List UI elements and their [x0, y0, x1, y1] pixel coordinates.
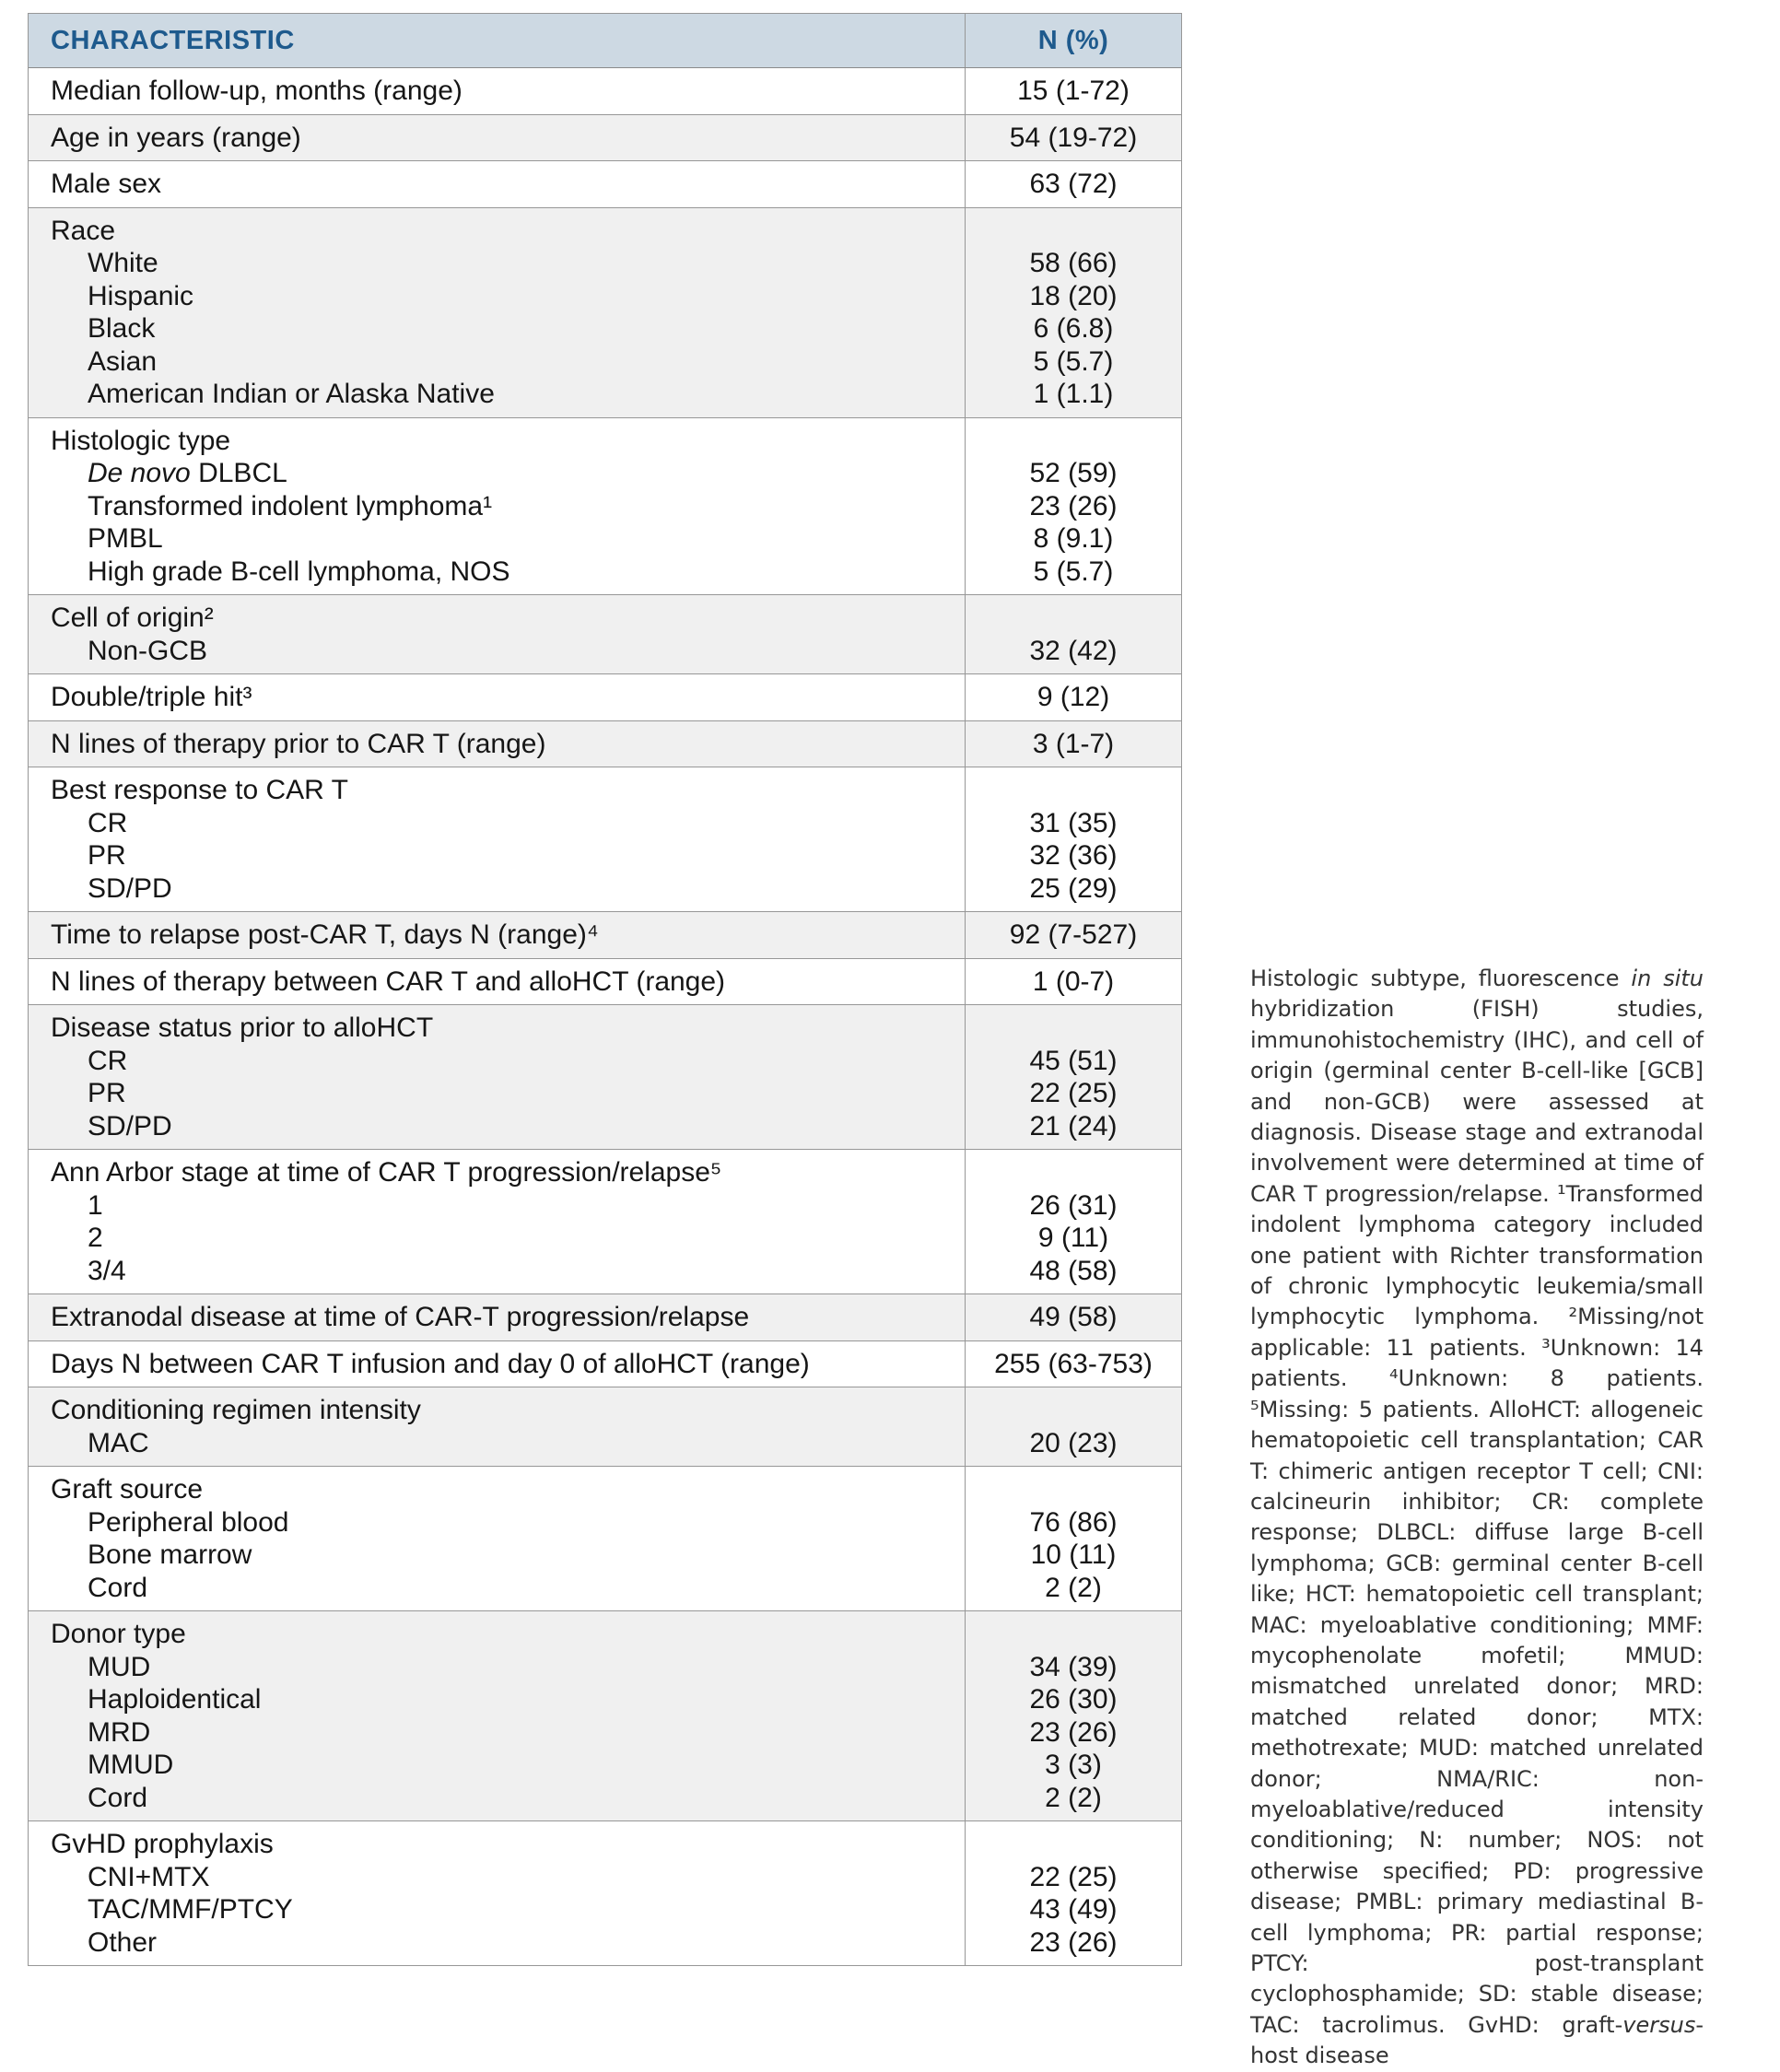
text: 1: [88, 1189, 103, 1221]
value-cell: [966, 1341, 1181, 1387]
value-n-pct: 23 (26): [1029, 1716, 1118, 1748]
table-row: [29, 674, 1181, 721]
characteristic-cell: [29, 1150, 966, 1294]
text: MAC: [88, 1427, 149, 1458]
value-n-pct: 31 (35): [1029, 807, 1118, 838]
text: Hispanic: [88, 280, 194, 311]
value-cell: [966, 767, 1181, 911]
italic-text: De novo: [88, 458, 191, 488]
value-n-pct: 52 (59): [1029, 458, 1118, 488]
characteristic-subitem-label: [51, 1683, 955, 1716]
value-cell: [966, 115, 1181, 161]
value-n-pct: 48 (58): [1029, 1255, 1118, 1286]
characteristic-subitem-label: [51, 1926, 955, 1960]
characteristic-cell: [29, 115, 966, 161]
text: Cell of origin²: [51, 603, 214, 633]
text: Conditioning regimen intensity: [51, 1395, 421, 1425]
table-row: [29, 418, 1181, 596]
text: White: [88, 248, 158, 278]
text: Transformed indolent lymphoma¹: [88, 490, 493, 521]
value-n-pct: 1 (1.1): [1033, 379, 1114, 409]
value-n-pct: 21 (24): [1029, 1110, 1118, 1141]
characteristic-subitem-label: [51, 1427, 955, 1460]
value-cell: [966, 161, 1181, 207]
value-cell: [966, 1150, 1181, 1294]
value-n-pct: 5 (5.7): [1033, 556, 1114, 587]
header-n-pct-cell: [966, 14, 1181, 67]
value-n-pct: 2 (2): [1045, 1572, 1102, 1603]
characteristic-cell: [29, 912, 966, 958]
value-n-pct: 9 (12): [1036, 682, 1110, 712]
table-row: [29, 1467, 1181, 1611]
characteristic-cell: [29, 1611, 966, 1820]
text: Haploidentical: [88, 1684, 262, 1715]
characteristic-cell: [29, 767, 966, 911]
value-n-pct: 15 (1-72): [1017, 76, 1130, 106]
characteristic-subitem-label: [51, 1222, 955, 1255]
text: Cord: [88, 1782, 148, 1813]
characteristic-cell: [29, 1467, 966, 1610]
characteristic-label: [51, 919, 955, 952]
text: N lines of therapy between CAR T and alloHCT (range): [51, 966, 726, 997]
characteristics-table: [28, 13, 1182, 1966]
text: Days N between CAR T infusion and day 0 of alloHCT (range): [51, 1348, 810, 1379]
table-caption: [1250, 964, 1704, 2072]
characteristic-subitem-label: [51, 1539, 955, 1572]
characteristic-label: [51, 1618, 955, 1651]
characteristic-subitem-label: [51, 1893, 955, 1926]
value-n-pct: 23 (26): [1029, 1926, 1118, 1958]
table-row: [29, 161, 1181, 208]
text: N lines of therapy prior to CAR T (range): [51, 728, 546, 759]
characteristic-subitem-label: [51, 378, 955, 411]
value-n-pct: 23 (26): [1029, 490, 1118, 521]
text: Age in years (range): [51, 122, 301, 153]
value-n-pct: 49 (58): [1029, 1302, 1118, 1332]
value-n-pct: 9 (11): [1037, 1223, 1109, 1253]
characteristic-label: [51, 602, 955, 635]
text: MUD: [88, 1651, 151, 1682]
characteristic-subitem-label: [51, 635, 955, 668]
value-spacer: [969, 425, 1177, 458]
text: -host disease: [1250, 2011, 1704, 2069]
italic-text: versus: [1622, 2011, 1696, 2038]
characteristic-label: [51, 425, 955, 458]
value-n-pct: 26 (30): [1029, 1684, 1118, 1715]
text: Peripheral blood: [88, 1506, 289, 1538]
value-n-pct: 255 (63-753): [994, 1348, 1153, 1379]
text: Ann Arbor stage at time of CAR T progression/relapse⁵: [51, 1157, 722, 1188]
characteristic-subitem-label: [51, 1506, 955, 1539]
value-n-pct: 8 (9.1): [1033, 523, 1114, 554]
value-n-pct: 1 (0-7): [1032, 966, 1115, 997]
value-spacer: [969, 602, 1177, 635]
table-header-row: [29, 14, 1181, 68]
text: Cord: [88, 1572, 148, 1603]
value-n-pct: 6 (6.8): [1033, 313, 1114, 344]
characteristic-cell: [29, 1294, 966, 1340]
table-row: [29, 208, 1181, 418]
characteristic-cell: [29, 1387, 966, 1466]
characteristic-subitem-label: [51, 1189, 955, 1223]
text: Black: [88, 313, 156, 344]
characteristic-cell: [29, 595, 966, 673]
characteristic-subitem-label: [51, 1749, 955, 1782]
table-row: [29, 912, 1181, 959]
characteristic-label: [51, 1156, 955, 1189]
characteristic-label: [51, 1012, 955, 1045]
table-row: [29, 1005, 1181, 1150]
text: MMUD: [88, 1750, 174, 1780]
value-n-pct: 54 (19-72): [1009, 122, 1138, 153]
characteristic-label: [51, 75, 955, 108]
value-cell: [966, 1387, 1181, 1466]
value-cell: [966, 595, 1181, 673]
text: Graft source: [51, 1474, 204, 1504]
value-spacer: [969, 215, 1177, 248]
value-cell: [966, 418, 1181, 595]
table-row: [29, 1341, 1181, 1388]
value-cell: [966, 1005, 1181, 1149]
characteristic-subitem-label: [51, 1255, 955, 1288]
table-row: [29, 767, 1181, 912]
characteristic-subitem-label: [51, 1045, 955, 1078]
value-cell: [966, 1467, 1181, 1610]
header-n-pct-label: N (%): [1037, 26, 1109, 55]
value-n-pct: 5 (5.7): [1033, 345, 1114, 377]
value-n-pct: 34 (39): [1029, 1651, 1118, 1682]
text: DLBCL: [190, 458, 287, 488]
table-row: [29, 595, 1181, 674]
text: Donor type: [51, 1619, 186, 1649]
italic-text: in situ: [1631, 966, 1704, 991]
table-row: [29, 1821, 1181, 1965]
value-n-pct: 43 (49): [1029, 1894, 1118, 1925]
text: Extranodal disease at time of CAR-T progression/relapse: [51, 1302, 750, 1332]
text: PR: [88, 840, 126, 871]
table-row: [29, 721, 1181, 768]
value-cell: [966, 1294, 1181, 1340]
table-row: [29, 1611, 1181, 1821]
characteristic-subitem-label: [51, 280, 955, 313]
characteristic-cell: [29, 1005, 966, 1149]
text: 3/4: [88, 1255, 126, 1286]
value-spacer: [969, 1828, 1177, 1861]
characteristic-cell: [29, 208, 966, 417]
text: Median follow-up, months (range): [51, 76, 463, 106]
text: Histologic type: [51, 425, 231, 456]
value-n-pct: 32 (36): [1029, 840, 1118, 871]
text: Histologic subtype, fluorescence: [1250, 966, 1632, 991]
characteristic-subitem-label: [51, 807, 955, 840]
text: CR: [88, 1045, 128, 1076]
characteristic-subitem-label: [51, 490, 955, 523]
text: American Indian or Alaska Native: [88, 379, 495, 409]
characteristic-subitem-label: [51, 312, 955, 345]
value-cell: [966, 721, 1181, 767]
characteristic-label: [51, 728, 955, 761]
characteristic-subitem-label: [51, 247, 955, 280]
text: PMBL: [88, 523, 163, 554]
text: Time to relapse post-CAR T, days N (range)⁴: [51, 919, 599, 950]
characteristic-label: [51, 168, 955, 201]
characteristic-cell: [29, 674, 966, 720]
text: CR: [88, 807, 128, 838]
text: Best response to CAR T: [51, 775, 348, 805]
value-n-pct: 58 (66): [1029, 248, 1118, 278]
value-n-pct: 3 (3): [1045, 1750, 1102, 1780]
header-characteristic-cell: [29, 14, 966, 67]
value-n-pct: 3 (1-7): [1032, 728, 1115, 759]
characteristic-label: [51, 1394, 955, 1427]
text: SD/PD: [88, 1110, 172, 1141]
characteristic-label: [51, 215, 955, 248]
value-n-pct: 76 (86): [1029, 1506, 1118, 1538]
characteristic-label: [51, 1301, 955, 1334]
value-cell: [966, 912, 1181, 958]
value-cell: [966, 1611, 1181, 1820]
value-cell: [966, 959, 1181, 1005]
characteristic-subitem-label: [51, 556, 955, 589]
text: Race: [51, 215, 116, 246]
value-spacer: [969, 1012, 1177, 1045]
characteristic-label: [51, 966, 955, 999]
characteristic-subitem-label: [51, 1782, 955, 1815]
characteristic-subitem-label: [51, 1572, 955, 1605]
value-spacer: [969, 774, 1177, 807]
text: Male sex: [51, 169, 162, 199]
text: GvHD prophylaxis: [51, 1829, 274, 1859]
characteristic-label: [51, 774, 955, 807]
value-n-pct: 63 (72): [1029, 169, 1118, 199]
text: Bone marrow: [88, 1539, 252, 1570]
text: PR: [88, 1078, 126, 1108]
characteristic-subitem-label: [51, 839, 955, 872]
text: Disease status prior to alloHCT: [51, 1013, 434, 1043]
text: Asian: [88, 345, 158, 377]
value-n-pct: 18 (20): [1029, 280, 1118, 311]
header-characteristic-label: CHARACTERISTIC: [51, 26, 295, 55]
value-cell: [966, 208, 1181, 417]
characteristic-label: [51, 1828, 955, 1861]
text: MRD: [88, 1716, 151, 1748]
value-n-pct: 22 (25): [1029, 1861, 1118, 1892]
characteristic-subitem-label: [51, 457, 955, 490]
characteristic-subitem-label: [51, 872, 955, 906]
characteristic-label: [51, 1348, 955, 1381]
characteristic-subitem-label: [51, 345, 955, 379]
value-n-pct: 20 (23): [1029, 1427, 1118, 1458]
value-spacer: [969, 1394, 1177, 1427]
characteristic-cell: [29, 959, 966, 1005]
text: 2: [88, 1223, 103, 1253]
value-n-pct: 10 (11): [1030, 1539, 1117, 1570]
value-n-pct: 25 (29): [1029, 872, 1118, 904]
characteristic-cell: [29, 68, 966, 114]
value-n-pct: 32 (42): [1029, 635, 1118, 666]
characteristic-label: [51, 1473, 955, 1506]
text: TAC/MMF/PTCY: [88, 1894, 293, 1925]
characteristic-subitem-label: [51, 1861, 955, 1894]
characteristic-subitem-label: [51, 522, 955, 556]
characteristic-cell: [29, 161, 966, 207]
value-cell: [966, 68, 1181, 114]
value-n-pct: 45 (51): [1029, 1045, 1118, 1076]
text: hybridization (FISH) studies, immunohistochemistry (IHC), and cell of origin (germinal center B-cell-like [GCB] and non-GCB) were assessed at diagnosis. Disease stage and extranodal involvement were determined at time of CAR T progression/relapse. ¹Transformed indolent lymphoma category included one patient with Richter transformation of chronic lymphocytic leukemia/small lymphocytic lymphoma. ²Missing/not applicable: 11 patients. ³Unknown: 14 patients. ⁴Unknown: 8 patients. ⁵Missing: 5 patients. AlloHCT: allogeneic hematopoietic cell transplantation; CAR T: chimeric antigen receptor T cell; CNI: calcineurin inhibitor; CR: complete response; DLBCL: diffuse large B-cell lymphoma; GCB: germinal center B-cell like; HCT: hematopoietic cell transplant; MAC: myeloablative conditioning; MMF: mycophenolate mofetil; MMUD: mismatched unrelated donor; MRD: matched related donor; MTX: methotrexate; MUD: matched unrelated donor; NMA/RIC: non-myeloablative/reduced intensity conditioning; N: number; NOS: not otherwise specified; PD: progressive disease; PMBL: primary mediastinal B-cell lymphoma; PR: partial response; PTCY: post-transplant cyclophosphamide; SD: stable disease; TAC: tacrolimus. GvHD: graft-: [1250, 996, 1704, 2038]
value-cell: [966, 674, 1181, 720]
value-n-pct: 2 (2): [1045, 1782, 1102, 1813]
text: Other: [88, 1926, 158, 1958]
text: High grade B-cell lymphoma, NOS: [88, 556, 510, 587]
value-spacer: [969, 1473, 1177, 1506]
value-cell: [966, 1821, 1181, 1965]
table-row: [29, 1150, 1181, 1294]
characteristic-subitem-label: [51, 1651, 955, 1684]
characteristic-cell: [29, 1341, 966, 1387]
characteristic-cell: [29, 721, 966, 767]
text: Double/triple hit³: [51, 682, 252, 712]
characteristic-subitem-label: [51, 1110, 955, 1143]
value-spacer: [969, 1156, 1177, 1189]
characteristic-label: [51, 681, 955, 714]
text: CNI+MTX: [88, 1861, 210, 1892]
characteristic-subitem-label: [51, 1716, 955, 1750]
table-row: [29, 1387, 1181, 1467]
text: SD/PD: [88, 872, 172, 904]
characteristic-cell: [29, 418, 966, 595]
characteristic-subitem-label: [51, 1077, 955, 1110]
table-row: [29, 959, 1181, 1006]
characteristic-cell: [29, 1821, 966, 1965]
value-n-pct: 92 (7-527): [1009, 919, 1138, 950]
value-n-pct: 26 (31): [1029, 1189, 1118, 1221]
table-row: [29, 1294, 1181, 1341]
table-row: [29, 68, 1181, 115]
text: Non-GCB: [88, 635, 208, 666]
value-spacer: [969, 1618, 1177, 1651]
table-row: [29, 115, 1181, 162]
characteristic-label: [51, 122, 955, 155]
value-n-pct: 22 (25): [1029, 1078, 1118, 1108]
